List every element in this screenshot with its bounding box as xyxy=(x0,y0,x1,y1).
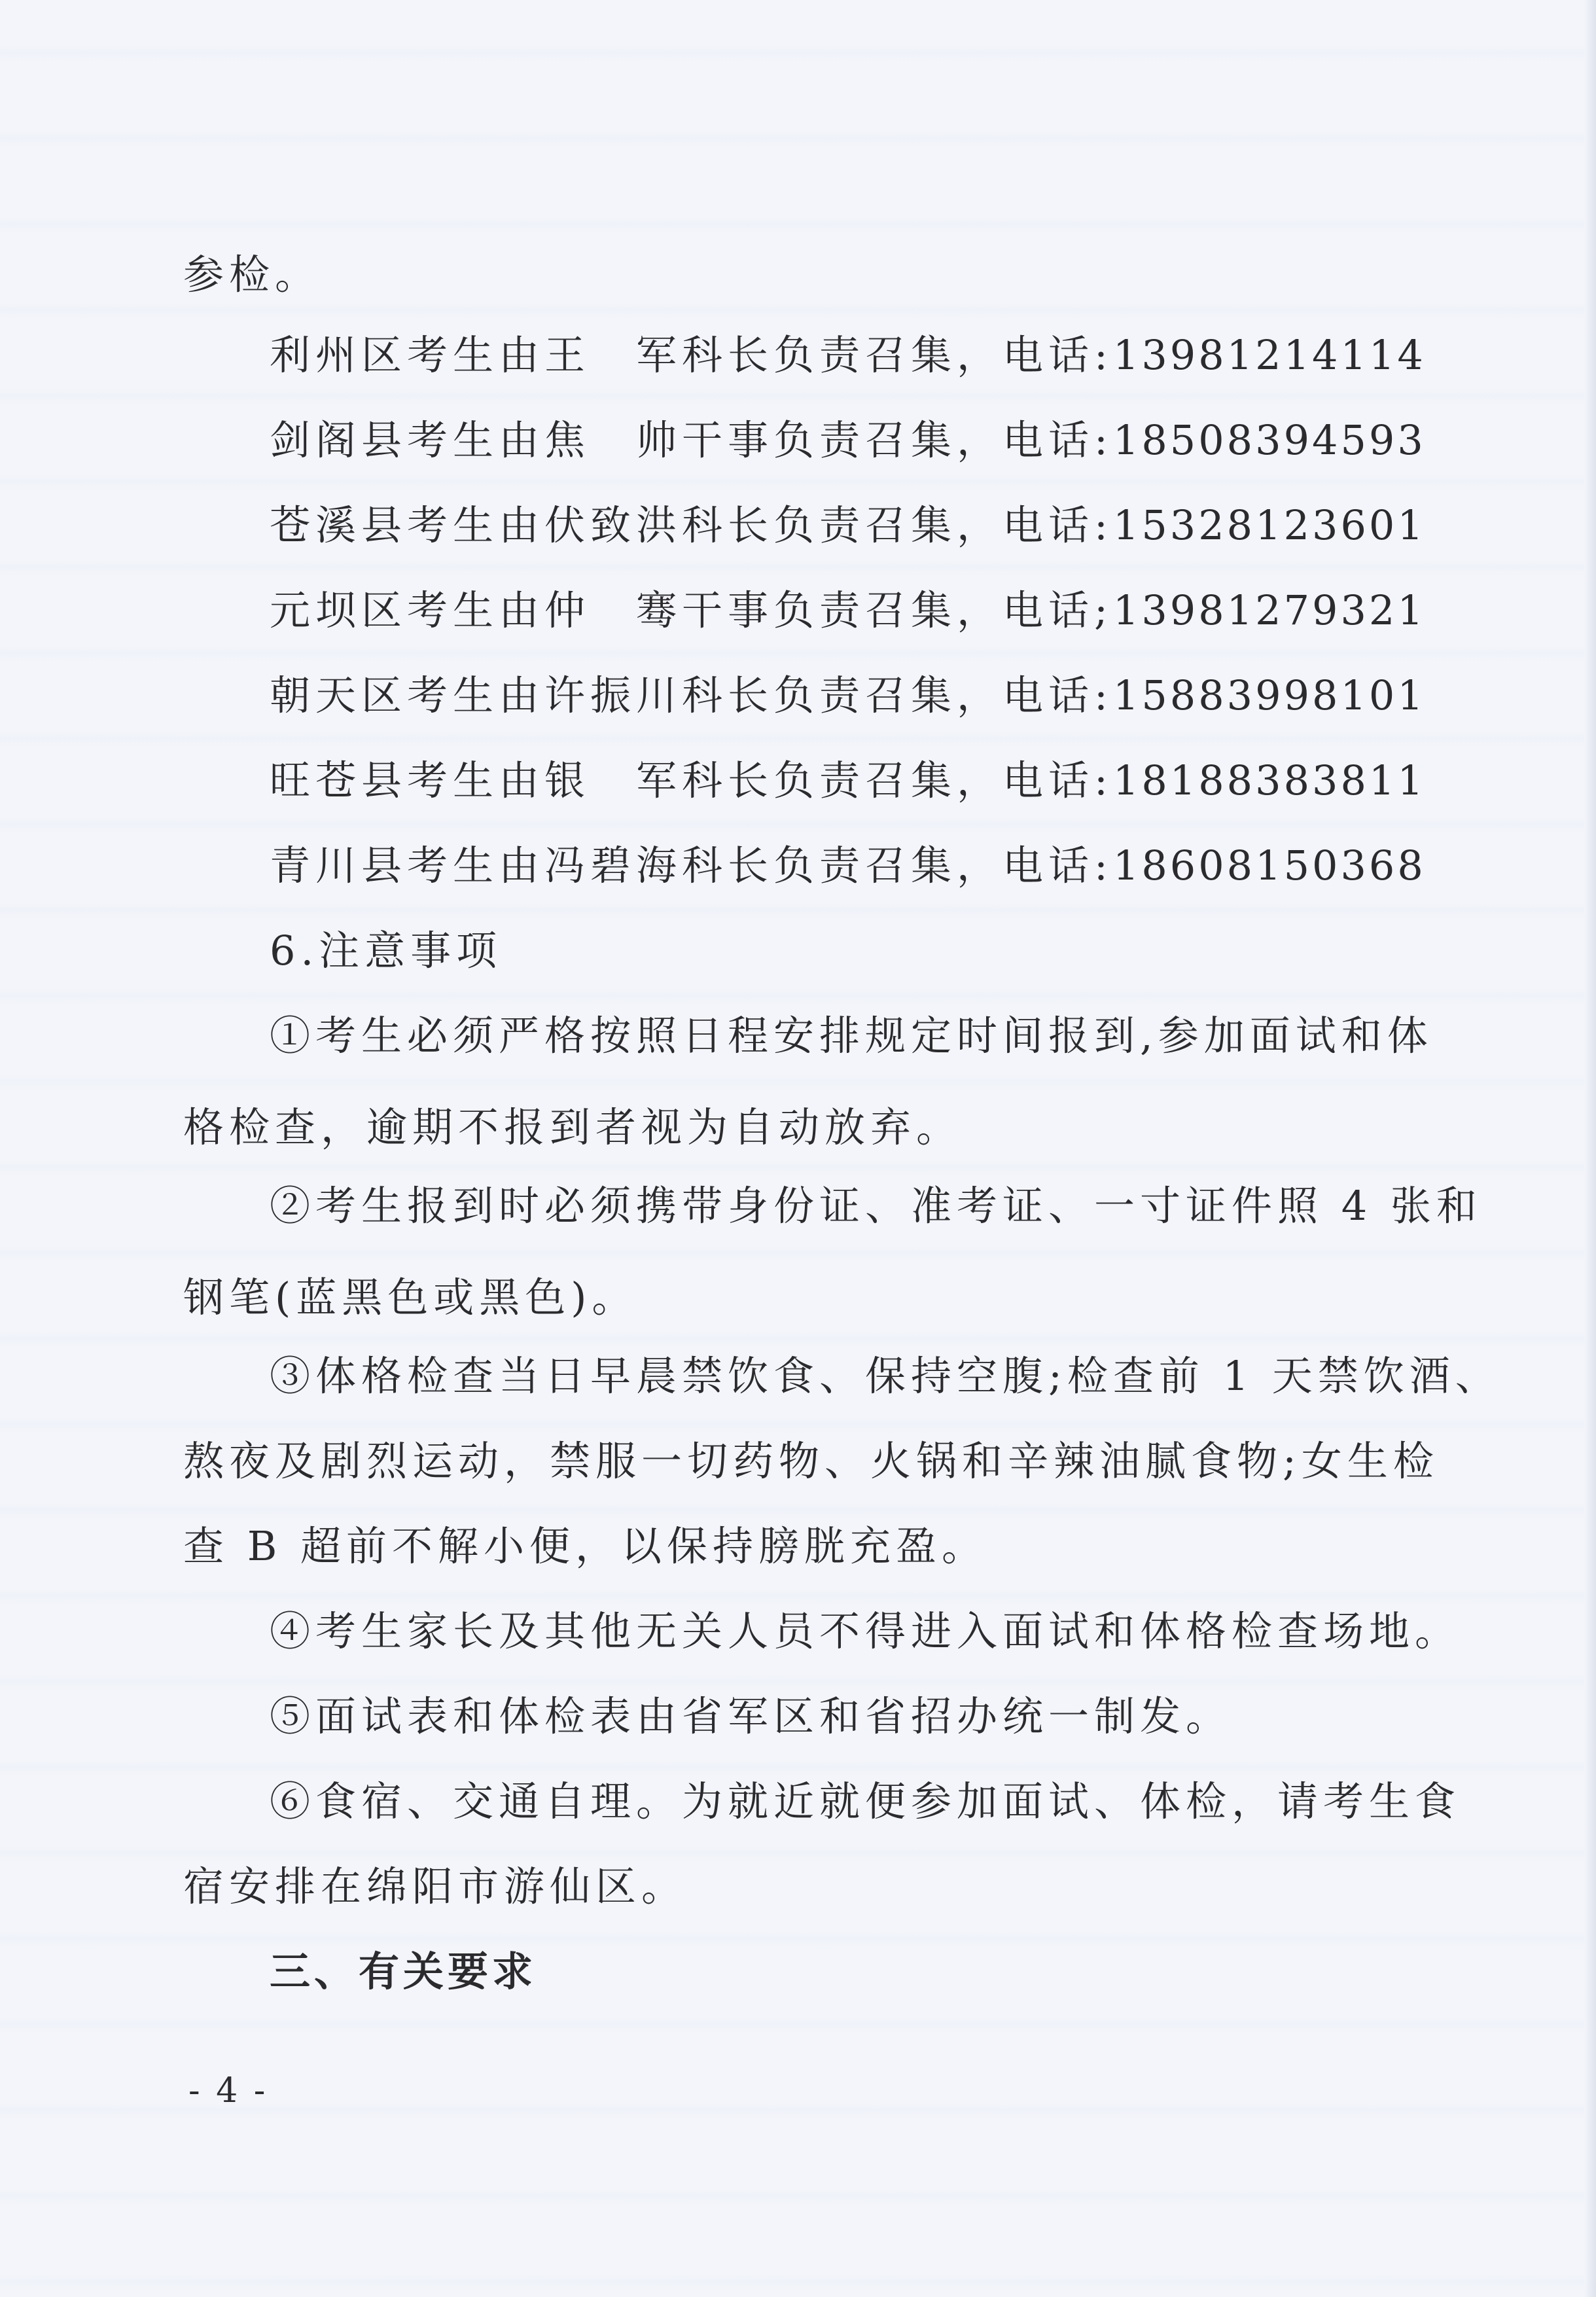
scan-edge-shadow xyxy=(1584,0,1596,2297)
contact-text: 元坝区考生由仲 骞干事负责召集，电话; xyxy=(270,586,1113,634)
contact-line-yuanba xyxy=(270,584,1426,637)
contact-text: 旺苍县考生由银 军科长负责召集，电话: xyxy=(270,757,1113,804)
note-1-line-2: 格检查，逾期不报到者视为自动放弃。 xyxy=(183,1103,963,1151)
contact-line-jiange xyxy=(270,414,1426,467)
intro-end-text: 参检。 xyxy=(183,251,321,298)
page-number: - 4 - xyxy=(188,2071,268,2110)
note-3-line-1: ③体格检查当日早晨禁饮食、保持空腹;检查前 1 天禁饮酒、 xyxy=(270,1352,1501,1400)
contact-phone: 15883998101 xyxy=(1112,671,1426,719)
note-6-line-2: 宿安排在绵阳市游仙区。 xyxy=(183,1862,688,1910)
note-3-line-3: 查 B 超前不解小便，以保持膀胱充盈。 xyxy=(183,1522,987,1570)
section-heading: 三、有关要求 xyxy=(270,1948,537,1995)
note-2-line-1: ②考生报到时必须携带身份证、准考证、一寸证件照 4 张和 xyxy=(270,1182,1482,1230)
note-6-line-1: ⑥食宿、交通自理。为就近就便参加面试、体检，请考生食 xyxy=(270,1777,1461,1825)
note-4-line-1: ④考生家长及其他无关人员不得进入面试和体格检查场地。 xyxy=(270,1607,1461,1655)
contact-line-qingchuan xyxy=(270,840,1426,892)
note-5-line-1: ⑤面试表和体检表由省军区和省招办统一制发。 xyxy=(270,1692,1232,1740)
contact-phone: 18508394593 xyxy=(1112,416,1426,464)
contact-text: 青川县考生由冯碧海科长负责召集，电话: xyxy=(270,842,1113,889)
note-1-line-1: ①考生必须严格按照日程安排规定时间报到,参加面试和体 xyxy=(270,1012,1433,1059)
contact-line-chaotian xyxy=(270,669,1426,722)
contact-line-lizhou xyxy=(270,329,1426,382)
contact-phone: 15328123601 xyxy=(1112,501,1426,549)
contact-phone: 18608150368 xyxy=(1112,842,1426,889)
contact-text: 利州区考生由王 军科长负责召集，电话: xyxy=(270,331,1113,379)
contact-text: 朝天区考生由许振川科长负责召集，电话: xyxy=(270,671,1113,719)
contact-text: 剑阁县考生由焦 帅干事负责召集，电话: xyxy=(270,416,1113,464)
contact-line-wangcang xyxy=(270,755,1426,807)
contact-text: 苍溪县考生由伏致洪科长负责召集，电话: xyxy=(270,501,1113,549)
note-2-line-2: 钢笔(蓝黑色或黑色)。 xyxy=(183,1273,638,1321)
note-3-line-2: 熬夜及剧烈运动，禁服一切药物、火锅和辛辣油腻食物;女生检 xyxy=(183,1437,1439,1485)
contact-phone: 13981279321 xyxy=(1112,586,1426,634)
notice-heading: 6.注意事项 xyxy=(270,927,503,974)
contact-phone: 13981214114 xyxy=(1112,331,1426,379)
contact-phone: 18188383811 xyxy=(1112,757,1426,804)
contact-line-cangxi xyxy=(270,499,1426,552)
